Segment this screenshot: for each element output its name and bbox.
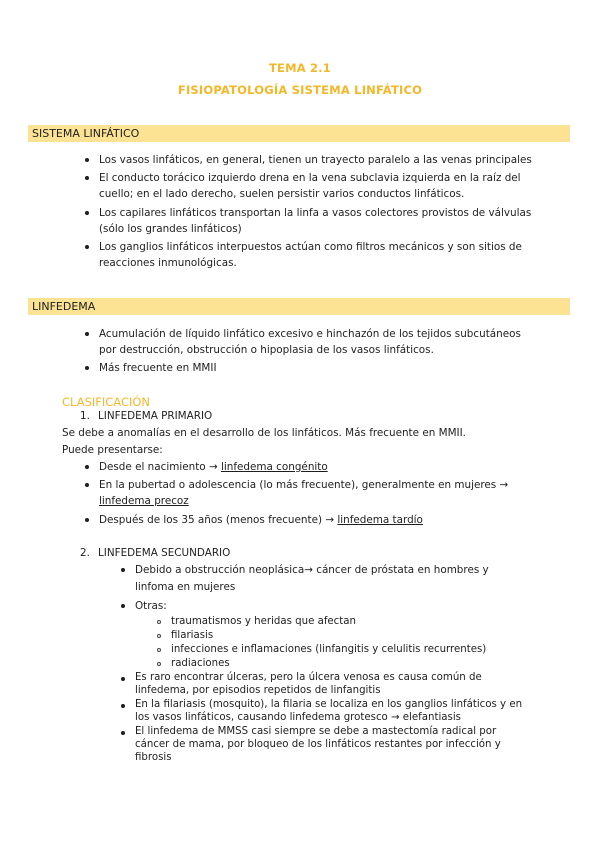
bullet bbox=[121, 731, 125, 735]
bullet bbox=[121, 704, 125, 708]
sub-list-item: filariasis bbox=[171, 630, 214, 641]
section-heading-sistema: SISTEMA LINFÁTICO bbox=[28, 125, 570, 142]
sub-bullet bbox=[157, 648, 161, 652]
bullet bbox=[85, 465, 89, 469]
sub-bullet bbox=[157, 662, 161, 666]
bullet bbox=[85, 211, 89, 215]
list-item-cont: cáncer de mama, por bloqueo de los linfáticos restantes por infección y bbox=[135, 739, 501, 750]
list-item: El linfedema de MMSS casi siempre se debe a mastectomía radical por bbox=[135, 726, 497, 737]
list-item: Acumulación de líquido linfático excesivo e hinchazón de los tejidos subcutáneos bbox=[99, 328, 521, 340]
bullet bbox=[121, 568, 125, 572]
sub-list-item: radiaciones bbox=[171, 658, 230, 669]
list-item-cont: cuello; en el lado derecho, suelen persistir varios conductos linfáticos. bbox=[99, 188, 465, 200]
sub-bullet bbox=[157, 634, 161, 638]
list-heading: LINFEDEMA PRIMARIO bbox=[98, 410, 213, 422]
list-number: 1. bbox=[80, 410, 90, 422]
bullet bbox=[85, 518, 89, 522]
subheading-clasificacion: CLASIFICACIÓN bbox=[62, 395, 151, 409]
bullet bbox=[85, 158, 89, 162]
list-item: Los vasos linfáticos, en general, tienen un trayecto paralelo a las venas principales bbox=[99, 154, 532, 166]
sub-bullet bbox=[157, 620, 161, 624]
list-item: Los ganglios linfáticos interpuestos actúan como filtros mecánicos y son sitios de bbox=[99, 241, 522, 253]
list-item: Desde el nacimiento → linfedema congénito bbox=[99, 461, 328, 473]
list-number: 2. bbox=[80, 547, 90, 559]
list-item: En la filariasis (mosquito), la filaria se localiza en los ganglios linfáticos y en bbox=[135, 699, 523, 710]
underlined-term: linfedema congénito bbox=[220, 461, 328, 473]
list-item: El conducto torácico izquierdo drena en la vena subclavia izquierda en la raíz del bbox=[99, 172, 521, 184]
document-subtitle: FISIOPATOLOGÍA SISTEMA LINFÁTICO bbox=[177, 83, 423, 97]
bullet bbox=[85, 176, 89, 180]
bullet bbox=[85, 332, 89, 336]
paragraph: Se debe a anomalías en el desarrollo de los linfáticos. Más frecuente en MMII. bbox=[62, 427, 466, 439]
list-item: En la pubertad o adolescencia (lo más frecuente), generalmente en mujeres → bbox=[99, 479, 509, 491]
sub-list-item: traumatismos y heridas que afectan bbox=[171, 616, 356, 627]
list-item: Los capilares linfáticos transportan la linfa a vasos colectores provistos de válvulas bbox=[99, 207, 532, 219]
sub-list-item: infecciones e inflamaciones (linfangitis y celulitis recurrentes) bbox=[171, 644, 487, 655]
list-item: Otras: bbox=[135, 600, 167, 612]
paragraph: Puede presentarse: bbox=[62, 444, 163, 456]
list-item: Después de los 35 años (menos frecuente) → linfedema tardío bbox=[99, 514, 423, 526]
list-item-cont: fibrosis bbox=[135, 752, 172, 763]
list-item: Debido a obstrucción neoplásica→ cáncer de próstata en hombres y bbox=[135, 564, 489, 576]
bullet bbox=[85, 366, 89, 370]
bullet bbox=[85, 483, 89, 487]
list-item-cont: linfedema, por episodios repetidos de linfangitis bbox=[135, 685, 381, 696]
underlined-term: linfedema tardío bbox=[337, 514, 423, 526]
bullet bbox=[121, 604, 125, 608]
list-heading: LINFEDEMA SECUNDARIO bbox=[98, 547, 231, 559]
list-item: Más frecuente en MMII bbox=[99, 362, 217, 374]
list-item-cont: (sólo los grandes linfáticos) bbox=[99, 223, 242, 235]
list-item-cont: linfoma en mujeres bbox=[135, 581, 236, 593]
section-heading-linfedema: LINFEDEMA bbox=[28, 298, 570, 315]
bullet bbox=[121, 677, 125, 681]
list-item-cont: reacciones inmunológicas. bbox=[99, 257, 237, 269]
list-item: Es raro encontrar úlceras, pero la úlcera venosa es causa común de bbox=[135, 672, 482, 683]
bullet bbox=[85, 245, 89, 249]
list-item-cont: los vasos linfáticos, causando linfedema grotesco → elefantiasis bbox=[135, 712, 461, 723]
list-item-cont: por destrucción, obstrucción o hipoplasia de los vasos linfáticos. bbox=[99, 344, 434, 356]
underlined-term: linfedema precoz bbox=[99, 495, 189, 507]
document-title: TEMA 2.1 bbox=[268, 61, 332, 75]
